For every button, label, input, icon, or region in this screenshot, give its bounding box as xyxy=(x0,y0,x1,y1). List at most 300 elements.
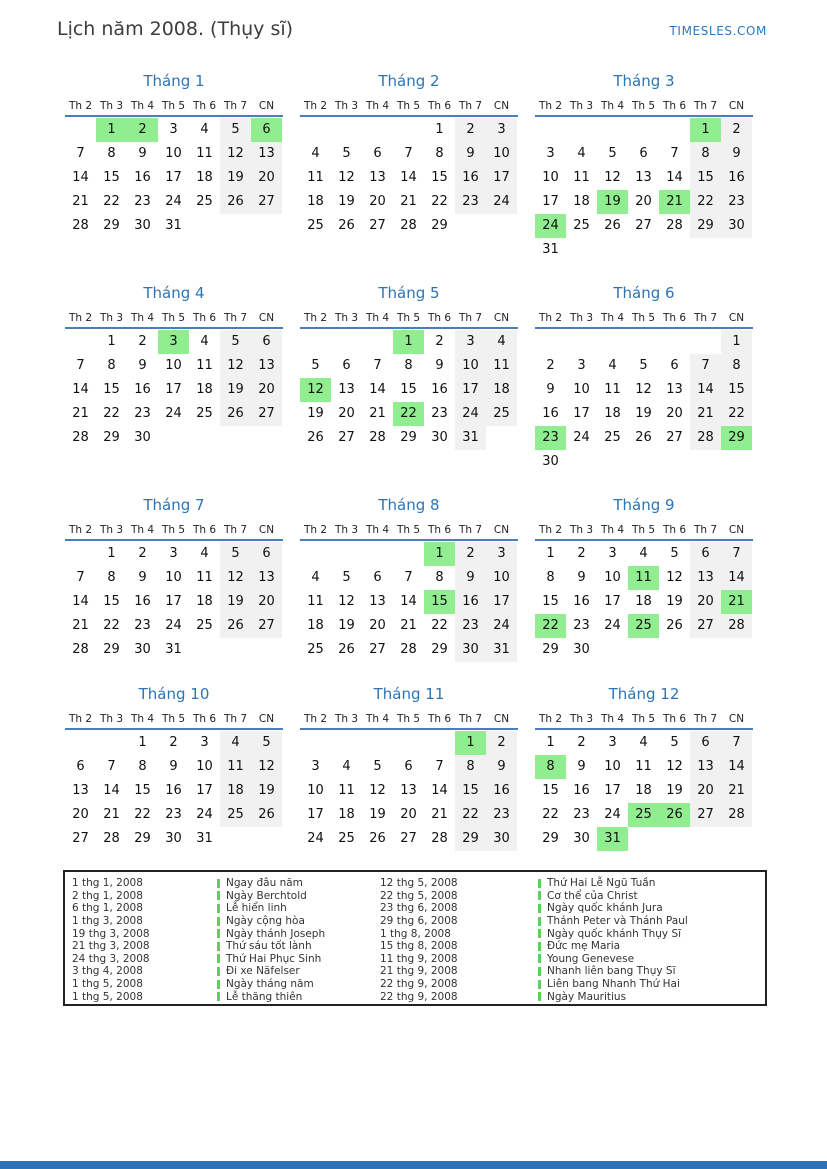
day-header: Th 3 xyxy=(99,312,124,324)
date-cell: 22 xyxy=(134,807,151,822)
date-cell: 21 xyxy=(721,779,752,803)
legend-name-text: Ngày cộng hòa xyxy=(226,915,305,928)
date-cell: 30 xyxy=(165,831,182,846)
date-cell: 31 xyxy=(196,831,213,846)
date-cell: 15 xyxy=(455,779,486,803)
weeks xyxy=(300,731,518,851)
date-cell: 7 xyxy=(76,358,85,373)
date-cell: 14 xyxy=(400,594,417,609)
legend-name xyxy=(538,991,765,1003)
date-cell: 27 xyxy=(666,430,683,445)
date-cell: 25 xyxy=(307,218,324,233)
date-cell: 11 xyxy=(196,146,213,161)
date-cell: 12 xyxy=(220,566,251,590)
week-row xyxy=(300,118,518,142)
date-cell: 15 xyxy=(134,783,151,798)
date-cell: 26 xyxy=(369,831,386,846)
week-row xyxy=(535,354,753,378)
date-cell: 5 xyxy=(342,146,351,161)
date-cell: 8 xyxy=(107,146,116,161)
legend-name xyxy=(217,965,380,977)
month xyxy=(300,284,518,496)
site-link[interactable]: TIMESLES.COM xyxy=(669,24,767,38)
week-row xyxy=(535,118,753,142)
date-cell: 17 xyxy=(486,590,517,614)
legend-date: 21 thg 9, 2008 xyxy=(380,965,458,978)
legend-row xyxy=(72,902,765,915)
date-cell: 2 xyxy=(138,334,147,349)
day-header: Th 7 xyxy=(223,312,248,324)
empty-cell xyxy=(65,542,96,566)
week-row xyxy=(300,827,518,851)
week-row xyxy=(300,638,518,662)
empty-cell xyxy=(220,214,251,238)
holiday-marker-icon xyxy=(217,942,220,951)
week-row xyxy=(300,542,518,566)
date-cell: 18 xyxy=(338,807,355,822)
date-cell: 23 xyxy=(486,803,517,827)
date-cell: 26 xyxy=(251,803,282,827)
date-cell: 26 xyxy=(220,614,251,638)
date-cell: 3 xyxy=(455,330,486,354)
legend-name-text: Ngày tháng năm xyxy=(226,978,314,991)
legend-date: 15 thg 8, 2008 xyxy=(380,940,458,953)
legend-date: 22 thg 5, 2008 xyxy=(380,889,458,902)
date-cell: 29 xyxy=(431,642,448,657)
date-cell: 26 xyxy=(666,618,683,633)
date-cell: 2 xyxy=(138,546,147,561)
date-cell: 7 xyxy=(721,542,752,566)
date-cell: 10 xyxy=(542,170,559,185)
date-cell: 21 xyxy=(721,590,752,614)
day-header: Th 4 xyxy=(600,312,625,324)
empty-cell xyxy=(251,426,282,450)
day-header: Th 3 xyxy=(99,713,124,725)
date-cell: 28 xyxy=(369,430,386,445)
week-row xyxy=(65,118,283,142)
day-header: Th 2 xyxy=(68,312,93,324)
date-cell: 9 xyxy=(455,566,486,590)
date-cell: 30 xyxy=(431,430,448,445)
day-header: Th 2 xyxy=(303,100,328,112)
date-cell: 16 xyxy=(134,382,151,397)
empty-cell xyxy=(690,827,721,851)
legend-name xyxy=(217,877,380,889)
date-cell: 6 xyxy=(690,731,721,755)
legend-name xyxy=(217,928,380,940)
weeks xyxy=(535,330,753,474)
date-cell: 17 xyxy=(604,783,621,798)
empty-cell xyxy=(486,426,517,450)
day-header: Th 6 xyxy=(427,312,452,324)
empty-cell xyxy=(393,542,424,566)
date-cell: 20 xyxy=(72,807,89,822)
week-row xyxy=(65,731,283,755)
week-row xyxy=(65,426,283,450)
date-cell: 25 xyxy=(573,218,590,233)
date-cell: 5 xyxy=(220,542,251,566)
week-row xyxy=(300,402,518,426)
empty-cell xyxy=(65,731,96,755)
legend-name xyxy=(538,953,765,965)
date-cell: 15 xyxy=(103,382,120,397)
date-cell: 24 xyxy=(573,430,590,445)
day-header: Th 3 xyxy=(334,312,359,324)
week-row xyxy=(300,166,518,190)
month-title: Tháng 3 xyxy=(613,72,675,90)
empty-cell xyxy=(362,118,393,142)
day-header: Th 6 xyxy=(427,713,452,725)
date-cell: 22 xyxy=(690,190,721,214)
date-cell: 2 xyxy=(455,542,486,566)
legend-date: 11 thg 9, 2008 xyxy=(380,952,458,965)
date-cell: 4 xyxy=(200,334,209,349)
date-cell: 1 xyxy=(721,330,752,354)
legend-name-text: Ngày thánh Joseph xyxy=(226,927,326,940)
empty-cell xyxy=(300,330,331,354)
date-cell: 11 xyxy=(604,382,621,397)
date-cell: 1 xyxy=(138,735,147,750)
date-cell: 7 xyxy=(404,570,413,585)
empty-cell xyxy=(220,827,251,851)
legend-name xyxy=(217,978,380,990)
day-header-row xyxy=(535,524,753,541)
date-cell: 11 xyxy=(307,594,324,609)
day-header: Th 3 xyxy=(569,100,594,112)
date-cell: 2 xyxy=(577,546,586,561)
day-header: Th 4 xyxy=(365,312,390,324)
date-cell: 21 xyxy=(72,406,89,421)
weeks xyxy=(535,118,753,262)
date-cell: 23 xyxy=(431,406,448,421)
day-header: CN xyxy=(728,100,745,112)
day-header: CN xyxy=(493,713,510,725)
date-cell: 12 xyxy=(338,170,355,185)
weeks xyxy=(65,542,283,662)
date-cell: 13 xyxy=(369,594,386,609)
date-cell: 7 xyxy=(76,570,85,585)
day-header: Th 5 xyxy=(396,312,421,324)
legend-row xyxy=(72,953,765,966)
empty-cell xyxy=(486,214,517,238)
date-cell: 8 xyxy=(107,358,116,373)
empty-cell xyxy=(690,638,721,662)
date-cell: 26 xyxy=(220,402,251,426)
day-header: Th 5 xyxy=(631,713,656,725)
empty-cell xyxy=(659,638,690,662)
date-cell: 14 xyxy=(369,382,386,397)
date-cell: 1 xyxy=(107,334,116,349)
legend-date: 24 thg 3, 2008 xyxy=(72,952,150,965)
date-cell: 2 xyxy=(455,118,486,142)
date-cell: 3 xyxy=(486,542,517,566)
date-cell: 26 xyxy=(635,430,652,445)
date-cell: 10 xyxy=(486,566,517,590)
month xyxy=(65,496,283,685)
week-row xyxy=(65,142,283,166)
date-cell: 8 xyxy=(435,146,444,161)
legend-date: 1 thg 3, 2008 xyxy=(72,915,143,928)
date-cell: 28 xyxy=(431,831,448,846)
date-cell: 8 xyxy=(404,358,413,373)
date-cell: 19 xyxy=(666,594,683,609)
date-cell: 17 xyxy=(486,166,517,190)
date-cell: 3 xyxy=(608,735,617,750)
date-cell: 13 xyxy=(72,783,89,798)
date-cell: 28 xyxy=(400,218,417,233)
date-cell: 4 xyxy=(200,122,209,137)
date-cell: 14 xyxy=(72,382,89,397)
date-cell: 26 xyxy=(604,218,621,233)
empty-cell xyxy=(721,450,752,474)
empty-cell xyxy=(158,426,189,450)
date-cell: 30 xyxy=(455,638,486,662)
date-cell: 9 xyxy=(577,570,586,585)
holiday-marker-icon xyxy=(217,992,220,1001)
date-cell: 18 xyxy=(307,618,324,633)
date-cell: 11 xyxy=(196,570,213,585)
date-cell: 30 xyxy=(134,430,151,445)
date-cell: 4 xyxy=(200,546,209,561)
empty-cell xyxy=(220,638,251,662)
legend-name xyxy=(217,890,380,902)
date-cell: 6 xyxy=(373,146,382,161)
day-header: CN xyxy=(728,524,745,536)
day-header: Th 3 xyxy=(569,713,594,725)
date-cell: 24 xyxy=(307,831,324,846)
empty-cell xyxy=(721,638,752,662)
week-row xyxy=(535,166,753,190)
date-cell: 22 xyxy=(431,194,448,209)
day-header: Th 7 xyxy=(223,524,248,536)
date-cell: 20 xyxy=(251,378,282,402)
date-cell: 16 xyxy=(134,594,151,609)
date-cell: 29 xyxy=(431,218,448,233)
day-header: Th 6 xyxy=(192,524,217,536)
legend-date: 12 thg 5, 2008 xyxy=(380,877,458,890)
day-header-row xyxy=(535,100,753,117)
empty-cell xyxy=(331,542,362,566)
date-cell: 30 xyxy=(486,827,517,851)
date-cell: 6 xyxy=(373,570,382,585)
date-cell: 4 xyxy=(639,735,648,750)
week-row xyxy=(65,354,283,378)
legend-row xyxy=(72,965,765,978)
weeks xyxy=(65,118,283,238)
week-row xyxy=(65,402,283,426)
day-header: Th 5 xyxy=(396,713,421,725)
empty-cell xyxy=(721,238,752,262)
week-row xyxy=(65,755,283,779)
legend-name-text: Thánh Peter và Thánh Paul xyxy=(547,915,688,928)
date-cell: 20 xyxy=(338,406,355,421)
date-cell: 5 xyxy=(639,358,648,373)
date-cell: 14 xyxy=(721,755,752,779)
date-cell: 3 xyxy=(608,546,617,561)
date-cell: 6 xyxy=(76,759,85,774)
date-cell: 29 xyxy=(455,827,486,851)
date-cell: 14 xyxy=(431,783,448,798)
month xyxy=(65,72,283,284)
day-header: Th 2 xyxy=(68,713,93,725)
date-cell: 6 xyxy=(251,542,282,566)
legend-name-text: Lễ hiển linh xyxy=(226,902,287,915)
day-header: Th 4 xyxy=(600,713,625,725)
month xyxy=(65,685,283,851)
day-header: Th 7 xyxy=(693,312,718,324)
date-cell: 17 xyxy=(307,807,324,822)
date-cell: 3 xyxy=(169,122,178,137)
date-cell: 16 xyxy=(486,779,517,803)
date-cell: 27 xyxy=(72,831,89,846)
empty-cell xyxy=(597,238,628,262)
holiday-marker-icon xyxy=(217,954,220,963)
day-header: Th 2 xyxy=(68,100,93,112)
date-cell: 11 xyxy=(338,783,355,798)
week-row xyxy=(535,330,753,354)
date-cell: 27 xyxy=(369,642,386,657)
holiday-marker-icon xyxy=(217,879,220,888)
date-cell: 25 xyxy=(307,642,324,657)
date-cell: 31 xyxy=(542,242,559,257)
empty-cell xyxy=(659,238,690,262)
legend-name xyxy=(217,915,380,927)
date-cell: 4 xyxy=(311,570,320,585)
date-cell: 16 xyxy=(431,382,448,397)
day-header: Th 3 xyxy=(334,100,359,112)
date-cell: 20 xyxy=(251,166,282,190)
month xyxy=(300,72,518,284)
date-cell: 9 xyxy=(721,142,752,166)
day-header: Th 2 xyxy=(538,524,563,536)
week-row xyxy=(300,190,518,214)
date-cell: 13 xyxy=(251,566,282,590)
date-cell: 17 xyxy=(604,594,621,609)
empty-cell xyxy=(721,827,752,851)
day-header: Th 2 xyxy=(538,713,563,725)
date-cell: 18 xyxy=(486,378,517,402)
day-header: Th 5 xyxy=(631,524,656,536)
date-cell: 18 xyxy=(220,779,251,803)
legend-name-text: Young Genevese xyxy=(547,952,635,965)
legend-date: 1 thg 8, 2008 xyxy=(380,927,451,940)
week-row xyxy=(65,166,283,190)
date-cell: 22 xyxy=(103,406,120,421)
week-row xyxy=(65,638,283,662)
date-cell: 15 xyxy=(542,594,559,609)
legend-name-text: Thứ sáu tốt lành xyxy=(226,940,312,953)
date-cell: 22 xyxy=(393,402,424,426)
date-cell: 31 xyxy=(455,426,486,450)
day-header: CN xyxy=(258,713,275,725)
legend-name xyxy=(538,965,765,977)
date-cell: 15 xyxy=(690,166,721,190)
week-row xyxy=(300,378,518,402)
empty-cell xyxy=(331,731,362,755)
legend-row xyxy=(72,940,765,953)
date-cell: 10 xyxy=(165,358,182,373)
date-cell: 27 xyxy=(251,614,282,638)
day-header: Th 7 xyxy=(693,524,718,536)
legend-row xyxy=(72,890,765,903)
legend-name xyxy=(538,890,765,902)
date-cell: 25 xyxy=(604,430,621,445)
date-cell: 3 xyxy=(169,546,178,561)
day-header-row xyxy=(300,100,518,117)
date-cell: 30 xyxy=(134,642,151,657)
date-cell: 21 xyxy=(400,194,417,209)
date-cell: 4 xyxy=(608,358,617,373)
empty-cell xyxy=(251,214,282,238)
day-header: Th 7 xyxy=(223,713,248,725)
week-row xyxy=(535,566,753,590)
week-row xyxy=(300,590,518,614)
date-cell: 8 xyxy=(107,570,116,585)
day-header: Th 7 xyxy=(458,713,483,725)
date-cell: 8 xyxy=(690,142,721,166)
empty-cell xyxy=(65,118,96,142)
months-grid xyxy=(65,72,753,851)
month-title: Tháng 10 xyxy=(138,685,210,703)
week-row xyxy=(535,614,753,638)
day-header: Th 4 xyxy=(365,100,390,112)
date-cell: 23 xyxy=(134,406,151,421)
date-cell: 8 xyxy=(535,755,566,779)
week-row xyxy=(535,238,753,262)
date-cell: 24 xyxy=(604,807,621,822)
legend-row xyxy=(72,927,765,940)
week-row xyxy=(65,378,283,402)
date-cell: 29 xyxy=(103,430,120,445)
date-cell: 12 xyxy=(251,755,282,779)
week-row xyxy=(535,803,753,827)
date-cell: 2 xyxy=(486,731,517,755)
date-cell: 25 xyxy=(628,614,659,638)
date-cell: 17 xyxy=(165,170,182,185)
legend-name-text: Đức mẹ Maria xyxy=(547,940,621,953)
day-header-row xyxy=(300,524,518,541)
date-cell: 19 xyxy=(220,378,251,402)
empty-cell xyxy=(566,450,597,474)
day-header: Th 5 xyxy=(631,100,656,112)
date-cell: 30 xyxy=(542,454,559,469)
holiday-marker-icon xyxy=(217,980,220,989)
legend-name xyxy=(538,877,765,889)
date-cell: 29 xyxy=(721,426,752,450)
date-cell: 18 xyxy=(604,406,621,421)
date-cell: 22 xyxy=(431,618,448,633)
day-header: CN xyxy=(258,100,275,112)
date-cell: 19 xyxy=(251,779,282,803)
empty-cell xyxy=(659,118,690,142)
empty-cell xyxy=(65,330,96,354)
date-cell: 6 xyxy=(690,542,721,566)
legend-name-text: Nhanh liên bang Thụy Sĩ xyxy=(547,965,676,978)
week-row xyxy=(300,803,518,827)
day-header: Th 3 xyxy=(334,524,359,536)
month-title: Tháng 7 xyxy=(143,496,205,514)
date-cell: 21 xyxy=(72,194,89,209)
week-row xyxy=(535,779,753,803)
holiday-marker-icon xyxy=(538,917,541,926)
week-row xyxy=(300,214,518,238)
week-row xyxy=(535,590,753,614)
date-cell: 28 xyxy=(103,831,120,846)
legend-date: 22 thg 9, 2008 xyxy=(380,990,458,1003)
legend-date: 1 thg 5, 2008 xyxy=(72,990,143,1003)
date-cell: 28 xyxy=(72,642,89,657)
week-row xyxy=(65,614,283,638)
